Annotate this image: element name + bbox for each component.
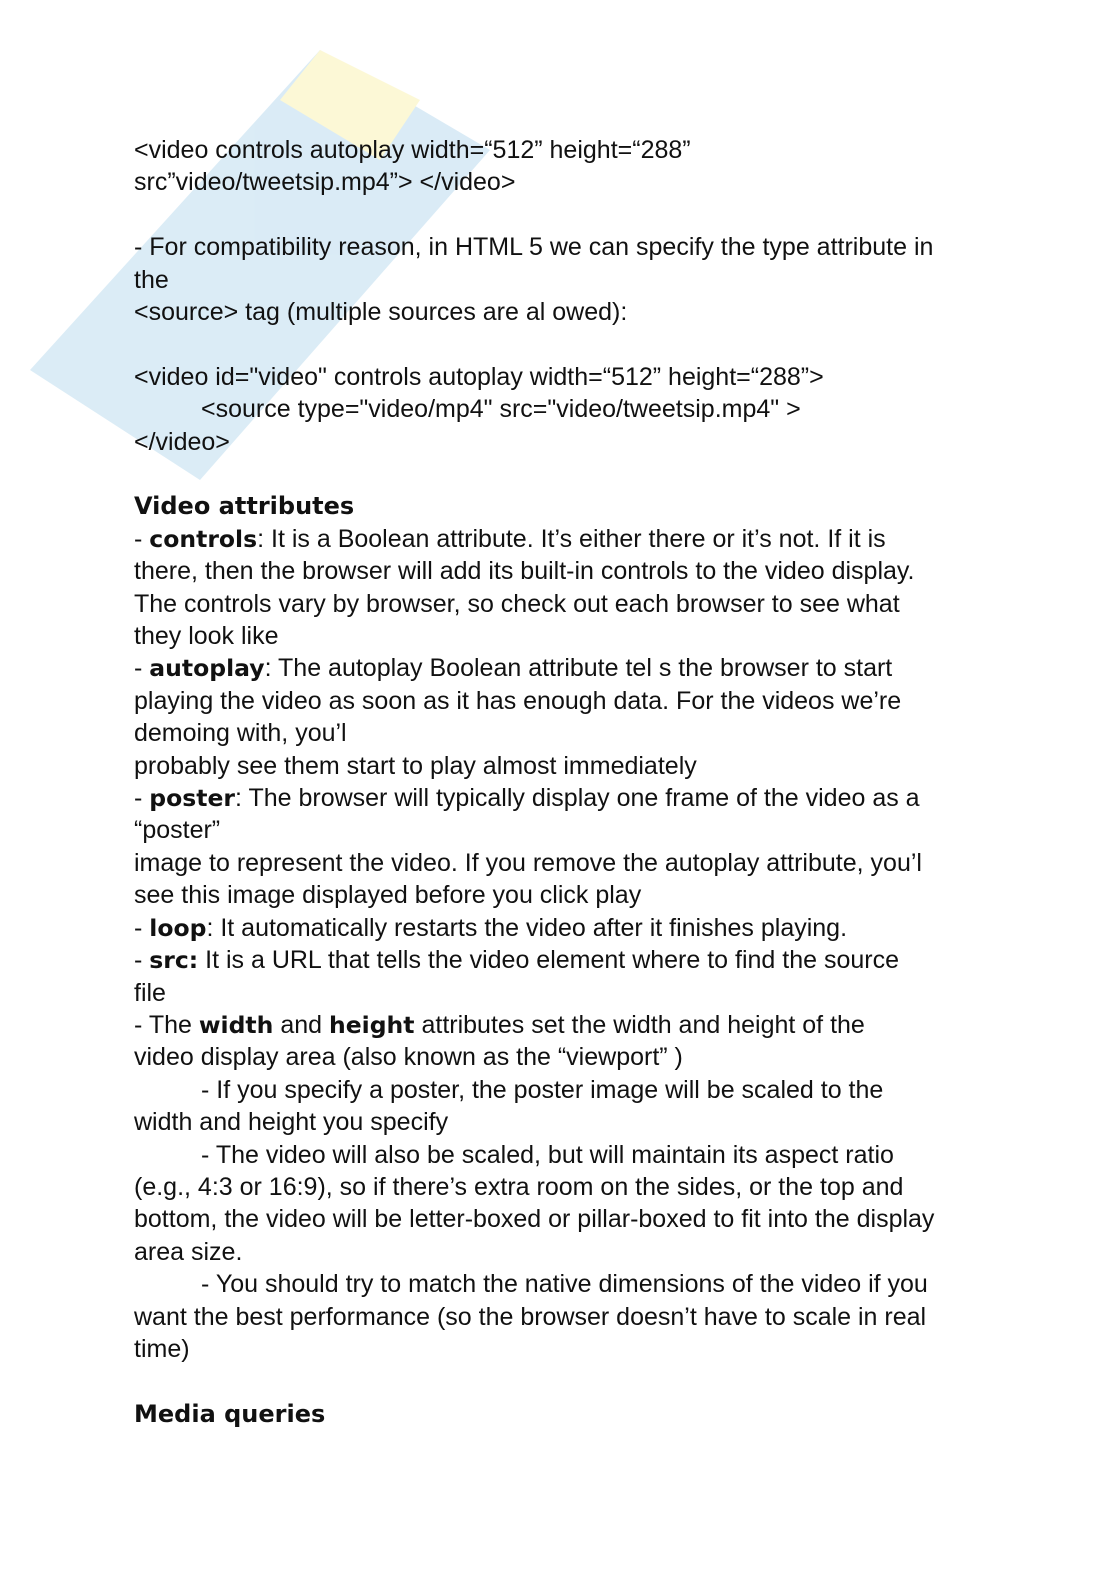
paragraph-line: bottom, the video will be letter-boxed or pillar-boxed to fit into the display	[134, 1205, 935, 1234]
document-page	[134, 134, 994, 1430]
paragraph-line	[134, 912, 994, 944]
paragraph-line: the	[134, 265, 169, 294]
paragraph-line: - You should try to match the native dimensions of the video if you	[201, 1270, 928, 1299]
paragraph-line: see this image displayed before you click play	[134, 881, 642, 910]
term-src: src:	[149, 946, 199, 975]
paragraph-line: file	[134, 978, 166, 1007]
dash: -	[134, 784, 150, 813]
paragraph-line: (e.g., 4:3 or 16:9), so if there’s extra room on the sides, or the top and	[134, 1172, 904, 1201]
paragraph-line: <source> tag (multiple sources are al owed):	[134, 298, 628, 327]
paragraph-line: playing the video as soon as it has enough data. For the videos we’re	[134, 686, 902, 715]
code-line: <video controls autoplay width=“512” height=“288”	[134, 136, 691, 164]
paragraph-line: width and height you specify	[134, 1108, 449, 1137]
paragraph-line: “poster”	[134, 816, 221, 845]
paragraph-line: there, then the browser will add its built-in controls to the video display.	[134, 557, 915, 586]
paragraph-line: area size.	[134, 1237, 243, 1266]
text: and	[273, 1010, 330, 1039]
paragraph-line	[134, 652, 994, 684]
section-heading-media-queries: Media queries	[134, 1399, 326, 1428]
code-line: <video id="video" controls autoplay width=“512” height=“288”>	[134, 362, 824, 391]
paragraph-line: - For compatibility reason, in HTML 5 we can specify the type attribute in	[134, 233, 934, 262]
term-height: height	[329, 1010, 415, 1039]
paragraph-line: The controls vary by browser, so check out each browser to see what	[134, 589, 900, 618]
blank-line	[134, 1365, 994, 1397]
term-width: width	[198, 1010, 274, 1039]
paragraph-line: want the best performance (so the browser doesn’t have to scale in real	[134, 1302, 927, 1331]
definition-text: : It is a Boolean attribute. It’s either there or it’s not. If it is	[257, 524, 886, 553]
definition-text: : It automatically restarts the video after it finishes playing.	[206, 913, 848, 942]
paragraph-line	[134, 523, 994, 555]
code-line: <source type="video/mp4" src="video/tweetsip.mp4" >	[201, 395, 801, 424]
paragraph-line: they look like	[134, 622, 279, 651]
definition-text: : The autoplay Boolean attribute tel s the browser to start	[264, 654, 893, 683]
dash: -	[134, 654, 150, 683]
paragraph-line: time)	[134, 1334, 190, 1363]
blank-line	[134, 328, 994, 360]
paragraph-line	[134, 1009, 994, 1041]
paragraph-line: image to represent the video. If you remove the autoplay attribute, you’l	[134, 848, 922, 877]
section-heading-video-attributes: Video attributes	[134, 492, 355, 521]
blank-line	[134, 199, 994, 231]
term-controls: controls	[149, 524, 258, 553]
paragraph-line: - The video will also be scaled, but will maintain its aspect ratio	[201, 1140, 894, 1169]
paragraph-line: probably see them start to play almost immediately	[134, 751, 697, 780]
paragraph-line	[134, 782, 994, 814]
paragraph-line: video display area (also known as the “viewport” )	[134, 1043, 683, 1072]
dash: -	[134, 524, 150, 553]
term-loop: loop	[149, 913, 207, 942]
paragraph-line	[134, 944, 994, 976]
code-line: </video>	[134, 427, 230, 456]
code-line: src”video/tweetsip.mp4”> </video>	[134, 168, 516, 197]
term-autoplay: autoplay	[149, 654, 265, 683]
dash: -	[134, 913, 150, 942]
paragraph-line: - If you specify a poster, the poster image will be scaled to the	[201, 1075, 884, 1104]
dash: -	[134, 946, 150, 975]
term-poster: poster	[149, 784, 235, 813]
text: - The	[134, 1010, 199, 1039]
definition-text: : The browser will typically display one frame of the video as a	[235, 784, 920, 813]
definition-text: attributes set the width and height of the	[414, 1010, 865, 1039]
blank-line	[134, 458, 994, 490]
paragraph-line: demoing with, you’l	[134, 719, 347, 748]
definition-text: It is a URL that tells the video element where to find the source	[198, 946, 900, 975]
